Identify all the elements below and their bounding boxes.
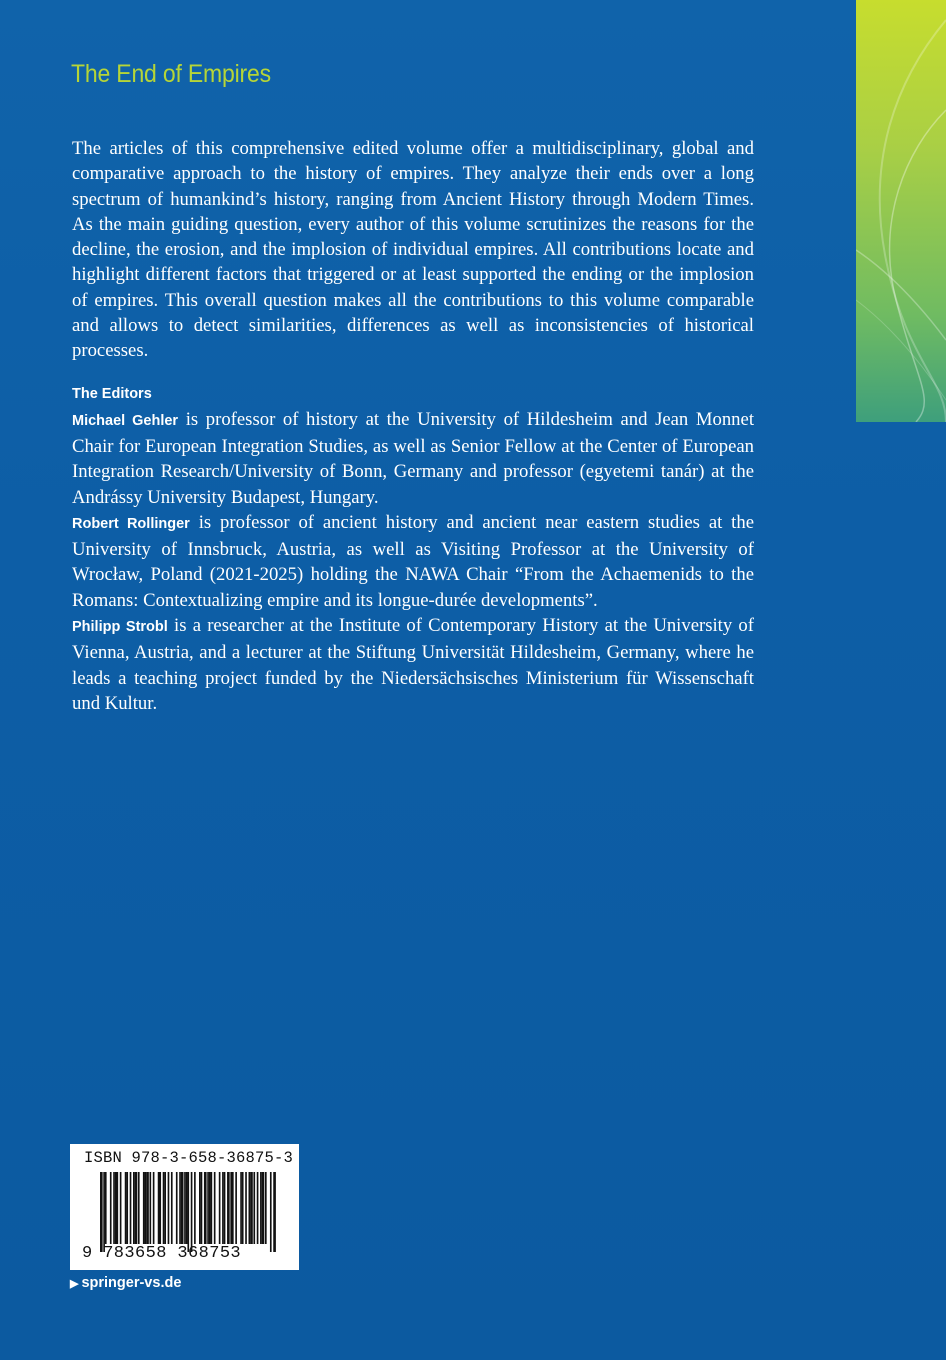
barcode-bar <box>171 1172 173 1244</box>
barcode-bar <box>113 1172 115 1244</box>
barcode-bar <box>103 1172 105 1252</box>
accent-swirl-graphic <box>856 0 946 422</box>
isbn-label: ISBN 978-3-658-36875-3 <box>84 1149 294 1167</box>
editor-bio-text: is professor of ancient history and ancient near eastern studies at the University of Innsbruck, Austria, as well as Visiting Professor at the University of Wrocław, Poland (2021-2025) holding the NAWA Chair “From the Achaemenids to the Romans: Contextualizing empire and its longue-durée developments”. <box>72 511 755 611</box>
editor-bio <box>72 510 754 613</box>
barcode-bar <box>163 1172 165 1244</box>
barcode-bar <box>184 1172 186 1244</box>
barcode-bar <box>181 1172 184 1244</box>
barcode-bar <box>179 1172 181 1244</box>
barcode-bar <box>219 1172 221 1244</box>
barcode-bar <box>235 1172 237 1244</box>
barcode-bar <box>130 1172 132 1244</box>
barcode-bar <box>138 1172 140 1244</box>
barcode-bar <box>135 1172 138 1244</box>
barcode-bar <box>245 1172 247 1244</box>
editor-bio <box>72 407 754 510</box>
editor-bio-text: is a researcher at the Institute of Contemporary History at the University of Vienna, Austria, and a lecturer at the Stiftung Universität Hildesheim, Germany, where he leads a teaching project funded by the Niedersächsisches Ministerium für Wissenschaft und Kultur. <box>72 615 755 714</box>
barcode-bar <box>100 1172 103 1252</box>
website-url: springer-vs.de <box>81 1275 182 1291</box>
barcode-bar <box>186 1172 188 1244</box>
barcode-bar <box>187 1172 189 1252</box>
barcode-bar <box>265 1172 267 1244</box>
publisher-website <box>70 1275 181 1291</box>
barcode-bar <box>270 1172 272 1252</box>
barcode-bar <box>110 1172 112 1244</box>
editor-name: Robert Rollinger <box>72 515 190 532</box>
barcode-bar <box>133 1172 135 1244</box>
editor-name: Michael Gehler <box>72 412 179 429</box>
barcode-bar <box>253 1172 255 1244</box>
barcode-bar <box>207 1172 209 1244</box>
back-cover-text <box>72 136 754 716</box>
barcode-bar <box>126 1172 128 1244</box>
barcode-bar <box>164 1172 166 1244</box>
editors-heading: The Editors <box>72 385 152 402</box>
barcode-bar <box>232 1172 234 1244</box>
book-description: The articles of this comprehensive edited volume offer a multidisciplinary, global and comparative approach to the history of empires. They analyze their ends over a long spectrum of humankind’s history, ranging from Ancient History through Modern Times. As the main guiding question, every author of this volume scrutinizes the reasons for the decline, the erosion, and the implosion of individual empires. All contributions locate and highlight different factors that triggered or at least supported the ending or the implosion of empires. This overall question makes all the contributions to this volume comparable and allows to detect similarities, differences as well as inconsistencies of historical processes. <box>72 138 754 362</box>
barcode-bar <box>176 1172 178 1244</box>
barcode-bar <box>194 1172 196 1244</box>
barcode-bar <box>191 1172 193 1252</box>
book-title: The End of Empires <box>71 60 271 88</box>
barcode-bar <box>146 1172 149 1244</box>
barcode-bar <box>227 1172 230 1244</box>
barcode-bar <box>240 1172 242 1244</box>
barcode-bar <box>230 1172 232 1244</box>
barcode-bar <box>211 1172 213 1244</box>
barcode-bar <box>214 1172 216 1244</box>
editor-name: Philipp Strobl <box>72 619 168 636</box>
barcode-bar <box>242 1172 244 1244</box>
barcode-bar <box>199 1172 201 1244</box>
barcode-bar <box>120 1172 122 1244</box>
barcode-bar <box>204 1172 207 1244</box>
barcode-bar <box>262 1172 265 1244</box>
barcode-bar <box>201 1172 203 1244</box>
barcode-bar <box>260 1172 262 1244</box>
barcode-bar <box>273 1172 276 1252</box>
barcode-bar <box>105 1172 107 1244</box>
barcode-bar <box>145 1172 147 1244</box>
barcode-bar <box>143 1172 145 1244</box>
barcode-bar <box>209 1172 211 1244</box>
editor-bio-text: is professor of history at the University of Hildesheim and Jean Monnet Chair for European Integration Studies, as well as Senior Fellow at the Center of European Integration Research/University of Bonn, Germany and professor (egyetemi tanár) at the Andrássy University Budapest, Hungary. <box>72 408 755 508</box>
barcode-bar <box>224 1172 226 1244</box>
barcode-bar <box>159 1172 161 1244</box>
arrow-right-icon: ▶ <box>70 1278 79 1290</box>
decorative-accent-strip <box>856 0 946 422</box>
barcode-bar <box>153 1172 155 1244</box>
isbn-barcode <box>70 1144 299 1270</box>
editor-bio <box>72 613 754 716</box>
barcode-bar <box>115 1172 117 1244</box>
barcode-bar <box>150 1172 152 1244</box>
barcode-bar <box>168 1172 170 1244</box>
barcode-bar <box>250 1172 253 1244</box>
barcode-bar <box>117 1172 119 1244</box>
barcode-bar <box>249 1172 251 1244</box>
barcode-bar <box>222 1172 224 1244</box>
barcode-digits: 9 783658 368753 <box>82 1244 242 1263</box>
barcode-bar <box>125 1172 127 1244</box>
barcode-bar <box>257 1172 259 1244</box>
